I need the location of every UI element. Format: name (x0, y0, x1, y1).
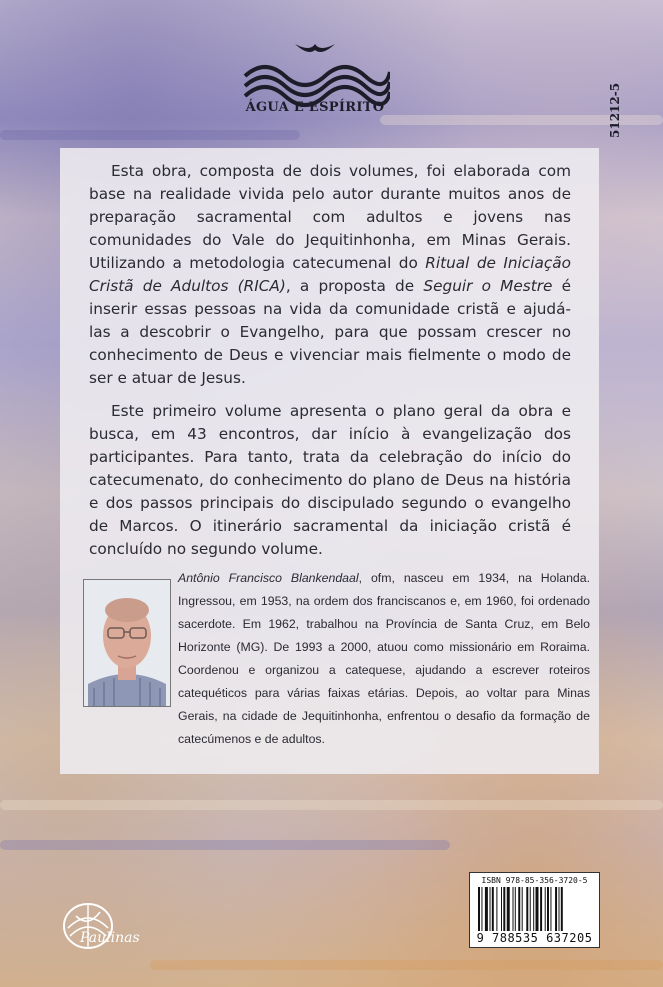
barcode-bars (478, 887, 591, 931)
barcode-bar (518, 887, 520, 931)
barcode-bar (530, 887, 531, 931)
background-streak (0, 840, 450, 850)
barcode-bar (507, 887, 510, 931)
isbn-label: ISBN 978-85-356-3720-5 (481, 876, 588, 885)
barcode-bar (561, 887, 563, 931)
barcode-bar (513, 887, 514, 931)
isbn-barcode (469, 872, 600, 948)
product-code: 51212-5 (608, 82, 622, 138)
barcode-bar (545, 887, 546, 931)
barcode-bar (492, 887, 494, 931)
author-bio: Antônio Francisco Blankendaal, ofm, nasceu em 1934, na Holanda. Ingressou, em 1953, na ordem dos franciscanos e, em 1960, foi ordenado sacerdote. Em 1962, trabalhou na Província de Santa Cruz, em Belo Horizonte (MG). De 1993 a 2000, atuou como missionário em Roraima. Coordenou e organizou a catequese, ajudando a escrever roteiros catequéticos para várias faixas etárias. Depois, ao voltar para Minas Gerais, na cidade de Jequitinhonha, enfrentou o desafio da formação de catecúmenos e de adultos. (178, 571, 590, 746)
barcode-bar (485, 887, 488, 931)
barcode-bar (501, 887, 502, 931)
barcode-digits: 9 788535 637205 (476, 931, 593, 945)
ritual-title: Ritual de Iniciação Cristã de Adultos (RICA) (89, 254, 571, 295)
barcode-bar (503, 887, 505, 931)
barcode-bar (490, 887, 491, 931)
book-description (89, 160, 571, 571)
barcode-bar (536, 887, 539, 931)
barcode-bar (481, 887, 482, 931)
background-streak (0, 800, 663, 810)
barcode-bar (540, 887, 542, 931)
barcode-bar (547, 887, 549, 931)
barcode-bar (478, 887, 480, 931)
background-streak (0, 130, 300, 140)
barcode-bar (533, 887, 534, 931)
barcode-bar (496, 887, 497, 931)
barcode-bar (522, 887, 523, 931)
book-title: Seguir o Mestre (423, 277, 553, 295)
barcode-bar (559, 887, 560, 931)
barcode-bar (550, 887, 551, 931)
author-portrait-icon (84, 580, 170, 706)
collection-name: ÁGUA E ESPÍRITO (245, 100, 385, 115)
background-streak (150, 960, 663, 970)
barcode-bar (515, 887, 516, 931)
author-name: Antônio Francisco Blankendaal (178, 571, 359, 585)
description-paragraph-2: Este primeiro volume apresenta o plano geral da obra e busca, em 43 encontros, dar início à evangelização dos participantes. Para tanto, trata da celebração do início do catecumenato, do conhecimento do plano de Deus na história e dos passos principais do discipulado segundo o evangelho de Marcos. O itinerário sacramental da iniciação cristã é concluído no segundo volume. (89, 402, 571, 558)
barcode-bar (555, 887, 557, 931)
description-paragraph-1: Esta obra, composta de dois volumes, foi elaborada com base na realidade vivida pelo autor durante muitos anos de preparação sacramental com adultos e jovens nas comunidades do Vale do Jequitinhonha, em Minas Gerais. Utilizando a metodologia catecumenal do Ritual de Iniciação Cristã de Adultos (RICA), a proposta de Seguir o Mestre é inserir essas pessoas na vida da comunidade cristã e ajudá-las a descobrir o Evangelho, para que possam crescer no conhecimento de Deus e vivenciar mais fielmente o modo de ser e atuar de Jesus. (89, 162, 571, 387)
author-photo (83, 579, 171, 707)
publisher-name: Paulinas (80, 930, 140, 946)
barcode-bar (526, 887, 528, 931)
